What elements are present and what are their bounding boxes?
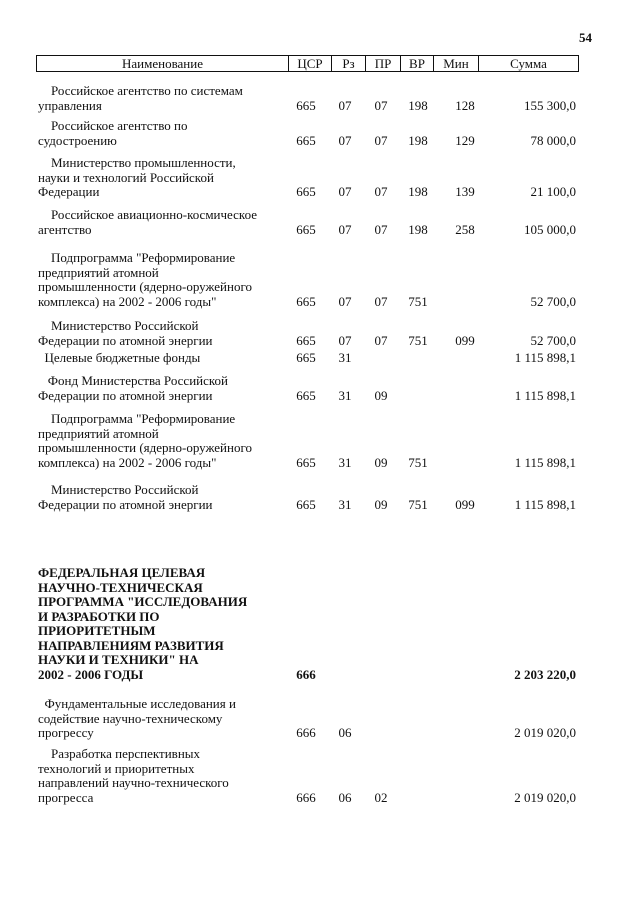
cell-vr: 198	[408, 97, 428, 113]
cell-min: 139	[455, 184, 475, 199]
cell-sum: 52 700,0	[530, 332, 576, 348]
cell-vr: 751	[408, 454, 428, 470]
table-header	[36, 55, 579, 72]
row-name-line: Фонд Министерства Российской	[38, 373, 228, 388]
cell-pr: 07	[374, 97, 388, 113]
cell-csr: 665	[296, 387, 316, 403]
row-name-line: Министерство Российской	[38, 482, 199, 497]
cell-csr: 665	[296, 132, 316, 148]
row-name-line: Министерство Российской	[38, 318, 199, 333]
cell-min: 129	[455, 132, 475, 148]
cell-csr: 665	[296, 221, 316, 237]
cell-csr: 665	[296, 350, 316, 365]
row-name	[38, 483, 278, 512]
cell-csr: 665	[296, 496, 316, 512]
row-name-line: Министерство промышленности,	[38, 155, 236, 170]
cell-pr: 07	[374, 132, 388, 148]
row-name-line: комплекса) на 2002 - 2006 годы"	[38, 293, 217, 309]
cell-pr: 09	[374, 454, 388, 470]
cell-vr: 198	[408, 221, 428, 237]
row-name-line: Федерации по атомной энергии	[38, 496, 213, 512]
row-name-line: Федерации по атомной энергии	[38, 332, 213, 348]
row-name-line: И РАЗРАБОТКИ ПО	[38, 608, 160, 624]
cell-pr: 07	[374, 184, 388, 199]
row-name-line: управления	[38, 97, 102, 113]
cell-rz: 07	[338, 97, 352, 113]
header-name: Наименование	[122, 56, 203, 71]
row-name	[38, 119, 278, 148]
row-name	[38, 697, 278, 741]
cell-rz: 07	[338, 332, 352, 348]
cell-rz: 07	[338, 132, 352, 148]
header-vr: ВР	[400, 56, 433, 71]
row-name-line: прогрессу	[38, 725, 94, 740]
cell-sum: 21 100,0	[530, 184, 576, 199]
cell-rz: 07	[338, 293, 352, 309]
cell-min: 099	[455, 332, 475, 348]
row-name-line: науки и технологий Российской	[38, 169, 214, 185]
cell-rz: 06	[338, 725, 352, 740]
cell-sum: 78 000,0	[530, 132, 576, 148]
cell-csr: 665	[296, 293, 316, 309]
row-name	[38, 412, 278, 470]
cell-csr: 665	[296, 97, 316, 113]
row-name	[38, 251, 278, 309]
row-name	[38, 374, 278, 403]
cell-sum: 1 115 898,1	[514, 496, 576, 512]
header-csr: ЦСР	[288, 56, 331, 71]
row-name-line: Подпрограмма "Реформирование	[38, 411, 236, 426]
row-name	[38, 84, 278, 113]
header-rz: Рз	[331, 56, 365, 71]
cell-sum: 1 115 898,1	[514, 350, 576, 365]
cell-rz: 06	[338, 789, 352, 805]
cell-csr: 666	[296, 725, 316, 740]
cell-pr: 07	[374, 293, 388, 309]
row-name-line: предприятий атомной	[38, 425, 159, 441]
header-min: Мин	[433, 56, 478, 71]
row-name-line: предприятий атомной	[38, 264, 159, 280]
cell-vr: 198	[408, 184, 428, 199]
row-name-line: комплекса) на 2002 - 2006 годы"	[38, 454, 217, 470]
cell-min: 258	[455, 221, 475, 237]
row-name-line: направлений научно-технического	[38, 775, 229, 790]
row-name-line: промышленности (ядерно-оружейного	[38, 279, 252, 294]
row-name-line: Российское агентство по системам	[38, 83, 243, 98]
row-name-line: ФЕДЕРАЛЬНАЯ ЦЕЛЕВАЯ	[38, 565, 206, 580]
cell-rz: 07	[338, 184, 352, 199]
row-name	[38, 351, 278, 366]
row-name-line: НАПРАВЛЕНИЯМ РАЗВИТИЯ	[38, 637, 224, 653]
row-name-line: Федерации по атомной энергии	[38, 387, 213, 403]
page-number: 54	[579, 30, 592, 45]
row-name-line: промышленности (ядерно-оружейного	[38, 440, 252, 455]
row-name-line: НАУЧНО-ТЕХНИЧЕСКАЯ	[38, 579, 203, 595]
cell-vr: 751	[408, 293, 428, 309]
cell-sum: 52 700,0	[530, 293, 576, 309]
cell-csr: 665	[296, 332, 316, 348]
row-name-line: агентство	[38, 221, 92, 237]
row-name-line: Разработка перспективных	[38, 746, 201, 761]
row-name	[38, 747, 278, 805]
cell-sum: 105 000,0	[524, 221, 576, 237]
cell-sum: 1 115 898,1	[514, 387, 576, 403]
header-pr: ПР	[365, 56, 400, 71]
cell-rz: 07	[338, 221, 352, 237]
cell-min: 128	[455, 97, 475, 113]
row-name-line: ПРОГРАММА "ИССЛЕДОВАНИЯ	[38, 594, 248, 609]
cell-csr: 666	[296, 789, 316, 805]
row-name	[38, 156, 278, 200]
cell-vr: 751	[408, 332, 428, 348]
row-name-line: Российское агентство по	[38, 118, 188, 133]
row-name-line: Целевые бюджетные фонды	[38, 350, 201, 365]
cell-sum: 2 019 020,0	[514, 789, 576, 805]
row-name-line: технологий и приоритетных	[38, 760, 195, 776]
cell-sum: 155 300,0	[524, 97, 576, 113]
row-name	[38, 566, 278, 682]
cell-sum: 1 115 898,1	[514, 454, 576, 470]
cell-min: 099	[455, 496, 475, 512]
cell-csr: 665	[296, 184, 316, 199]
row-name	[38, 319, 278, 348]
row-name	[38, 208, 278, 237]
row-name-line: Подпрограмма "Реформирование	[38, 250, 236, 265]
cell-vr: 198	[408, 132, 428, 148]
row-name-line: ПРИОРИТЕТНЫМ	[38, 623, 156, 638]
row-name-line: Федерации	[38, 184, 100, 199]
cell-vr: 751	[408, 496, 428, 512]
row-name-line: прогресса	[38, 789, 94, 805]
cell-rz: 31	[338, 387, 352, 403]
cell-pr: 02	[374, 789, 388, 805]
cell-csr: 665	[296, 454, 316, 470]
cell-pr: 07	[374, 332, 388, 348]
row-name-line: НАУКИ И ТЕХНИКИ" НА	[38, 652, 199, 667]
row-name-line: содействие научно-техническому	[38, 710, 223, 726]
cell-pr: 07	[374, 221, 388, 237]
cell-rz: 31	[338, 454, 352, 470]
cell-rz: 31	[338, 496, 352, 512]
cell-pr: 09	[374, 387, 388, 403]
cell-csr: 666	[296, 666, 316, 682]
cell-sum: 2 203 220,0	[514, 666, 576, 682]
row-name-line: Фундаментальные исследования и	[38, 696, 236, 711]
row-name-line: 2002 - 2006 ГОДЫ	[38, 666, 144, 682]
row-name-line: Российское авиационно-космическое	[38, 207, 258, 222]
cell-rz: 31	[338, 350, 352, 365]
row-name-line: судостроению	[38, 132, 117, 148]
cell-pr: 09	[374, 496, 388, 512]
cell-sum: 2 019 020,0	[514, 725, 576, 740]
header-sum: Сумма	[478, 56, 578, 71]
